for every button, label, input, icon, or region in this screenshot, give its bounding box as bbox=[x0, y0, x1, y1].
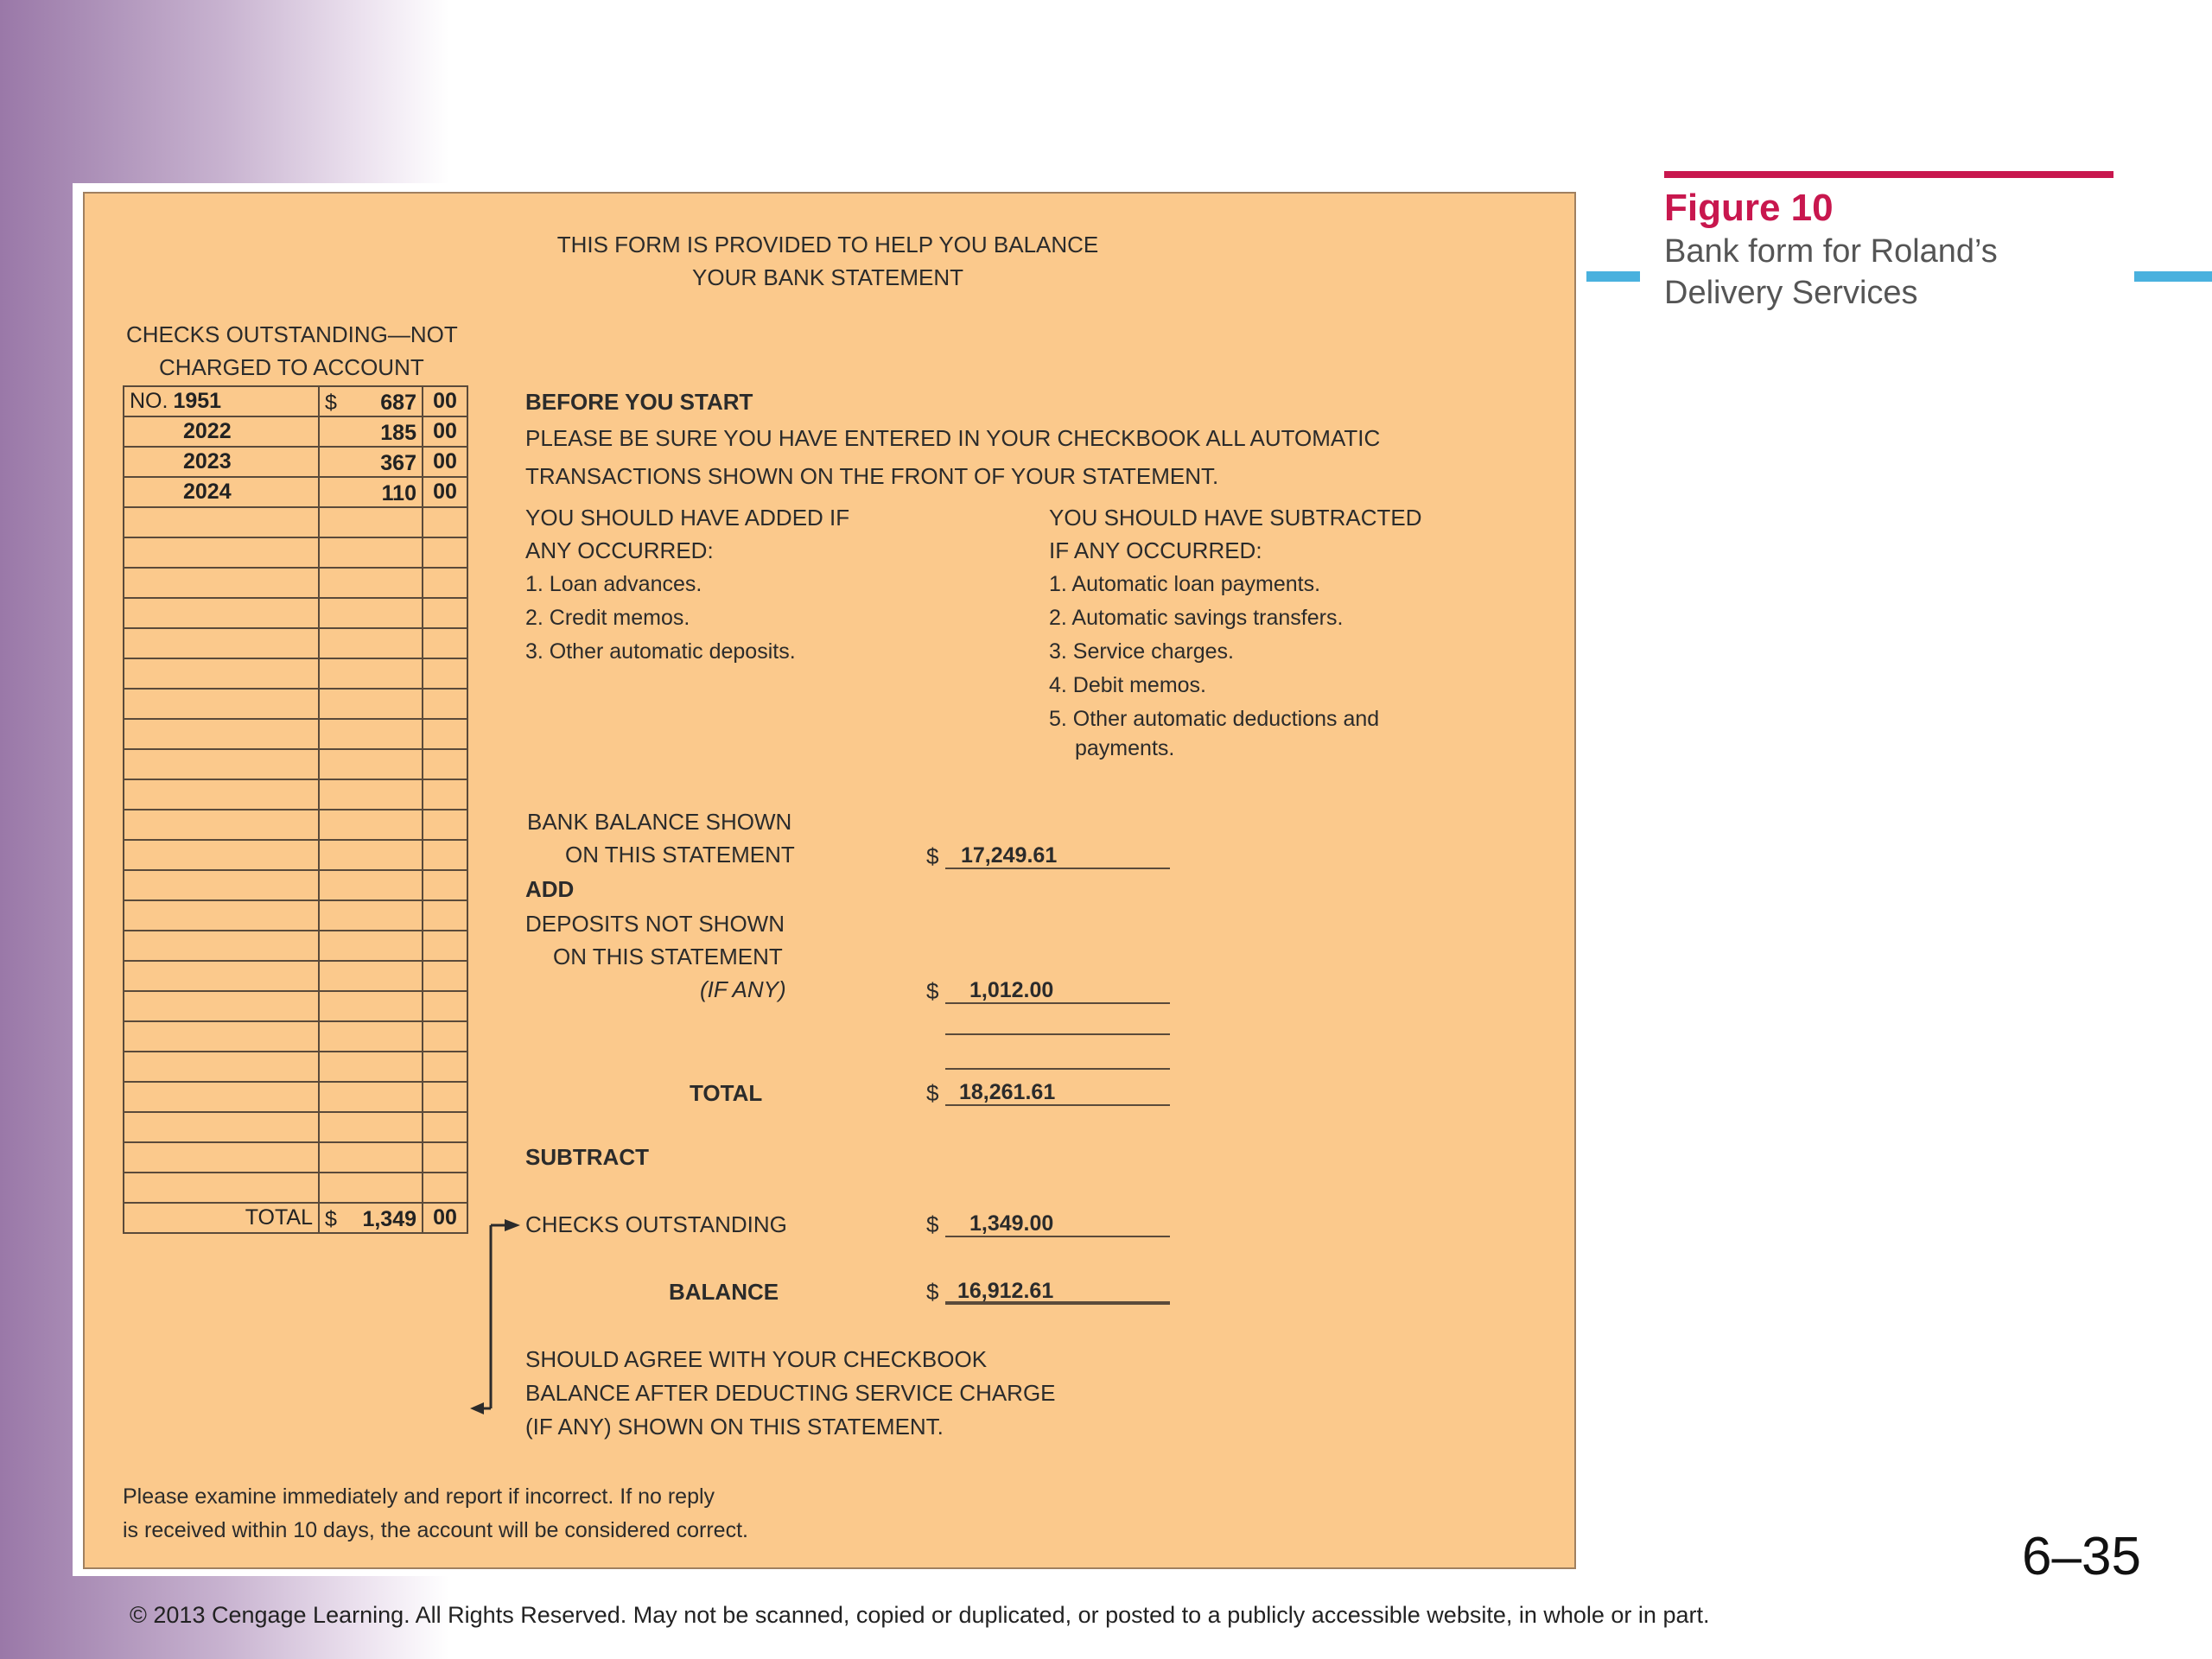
dollar-sign: $ bbox=[325, 1207, 337, 1231]
check-amount-cell bbox=[319, 507, 423, 537]
check-number-prefix: NO. bbox=[130, 389, 168, 413]
check-amount-cell bbox=[319, 689, 423, 719]
check-number-cell bbox=[124, 447, 319, 477]
check-amount-cell bbox=[319, 386, 423, 416]
agree-line1: SHOULD AGREE WITH YOUR CHECKBOOK bbox=[525, 1346, 988, 1372]
check-cents-cell bbox=[423, 840, 467, 870]
subtracted-item: 5. Other automatic deductions and bbox=[1049, 707, 1380, 731]
check-cents-cell bbox=[423, 507, 467, 537]
check-amount-cell bbox=[319, 658, 423, 689]
check-number-cell bbox=[124, 537, 319, 568]
check-cents-cell bbox=[423, 961, 467, 991]
check-total-cents: 00 bbox=[433, 1205, 457, 1230]
check-number-cell bbox=[124, 598, 319, 628]
form-header-line1: THIS FORM IS PROVIDED TO HELP YOU BALANCE bbox=[556, 232, 1099, 257]
check-number-cell bbox=[124, 749, 319, 779]
added-title-line1: YOU SHOULD HAVE ADDED IF bbox=[525, 505, 850, 531]
check-number-cell bbox=[124, 1112, 319, 1142]
check-number: 2022 bbox=[183, 419, 232, 443]
check-total-amount-cell bbox=[319, 1203, 423, 1233]
total-label: TOTAL bbox=[690, 1080, 763, 1106]
subtracted-item: 4. Debit memos. bbox=[1049, 673, 1207, 697]
checks-outstanding-title-line1: CHECKS OUTSTANDING—NOT bbox=[126, 321, 458, 347]
check-total-row bbox=[124, 1203, 467, 1233]
check-number: 2024 bbox=[183, 480, 232, 504]
check-row-empty bbox=[124, 598, 467, 628]
total-field bbox=[945, 1077, 1170, 1106]
check-number-cell bbox=[124, 628, 319, 658]
bank-balance-label-line2: ON THIS STATEMENT bbox=[565, 842, 795, 868]
subtracted-title-line1: YOU SHOULD HAVE SUBTRACTED bbox=[1049, 505, 1422, 531]
check-number-cell bbox=[124, 386, 319, 416]
check-row-empty bbox=[124, 689, 467, 719]
check-row-empty bbox=[124, 1082, 467, 1112]
check-number-cell bbox=[124, 416, 319, 447]
check-amount-cell bbox=[319, 719, 423, 749]
check-cents-cell bbox=[423, 991, 467, 1021]
checks-outstanding-value: 1,349.00 bbox=[969, 1211, 1054, 1236]
check-row bbox=[124, 477, 467, 507]
check-number-cell bbox=[124, 1052, 319, 1082]
check-row-empty bbox=[124, 719, 467, 749]
check-total-label: TOTAL bbox=[245, 1205, 313, 1230]
check-amount-cell bbox=[319, 961, 423, 991]
check-amount-cell bbox=[319, 477, 423, 507]
total-value: 18,261.61 bbox=[959, 1080, 1056, 1104]
checks-outstanding-field bbox=[945, 1208, 1170, 1237]
check-row-empty bbox=[124, 810, 467, 840]
deposits-label-line2: ON THIS STATEMENT bbox=[553, 944, 783, 969]
check-cents-cell bbox=[423, 870, 467, 900]
check-amount-cell bbox=[319, 779, 423, 810]
check-row-empty bbox=[124, 749, 467, 779]
deposits-value: 1,012.00 bbox=[969, 978, 1054, 1002]
blue-accent-bar-left bbox=[1586, 271, 1640, 282]
check-amount-cell bbox=[319, 1052, 423, 1082]
check-amount-cell bbox=[319, 568, 423, 598]
check-cents-cell bbox=[423, 658, 467, 689]
check-row-empty bbox=[124, 991, 467, 1021]
check-cents-cell bbox=[423, 628, 467, 658]
check-amount-cell bbox=[319, 810, 423, 840]
check-cents-cell bbox=[423, 900, 467, 931]
added-title-line2: ANY OCCURRED: bbox=[525, 537, 714, 563]
check-amount: 367 bbox=[380, 451, 416, 475]
deposits-label-line1: DEPOSITS NOT SHOWN bbox=[525, 911, 785, 937]
check-amount-cell bbox=[319, 1112, 423, 1142]
added-item: 1. Loan advances. bbox=[525, 572, 702, 596]
check-amount-cell bbox=[319, 900, 423, 931]
check-amount: 185 bbox=[380, 421, 416, 445]
subtracted-item: 3. Service charges. bbox=[1049, 639, 1234, 664]
blank-field-line bbox=[945, 1044, 1170, 1070]
check-amount: 110 bbox=[381, 481, 416, 505]
figure-caption-line1: Bank form for Roland’s bbox=[1664, 233, 1998, 270]
subtract-heading: SUBTRACT bbox=[525, 1144, 649, 1170]
check-cents-cell bbox=[423, 1173, 467, 1203]
check-total-cents-cell bbox=[423, 1203, 467, 1233]
check-row-empty bbox=[124, 658, 467, 689]
check-cents-cell bbox=[423, 719, 467, 749]
check-cents: 00 bbox=[433, 449, 457, 474]
check-cents-cell bbox=[423, 931, 467, 961]
blue-accent-bar-right bbox=[2134, 271, 2212, 282]
check-cents: 00 bbox=[433, 480, 457, 504]
checks-outstanding-title-line2: CHARGED TO ACCOUNT bbox=[159, 354, 424, 380]
check-cents-cell bbox=[423, 568, 467, 598]
check-cents-cell bbox=[423, 598, 467, 628]
check-amount-cell bbox=[319, 447, 423, 477]
check-cents-cell bbox=[423, 1082, 467, 1112]
check-number: 2023 bbox=[183, 449, 232, 474]
check-cents-cell bbox=[423, 477, 467, 507]
agree-line2: BALANCE AFTER DEDUCTING SERVICE CHARGE bbox=[525, 1380, 1056, 1406]
check-cents-cell bbox=[423, 447, 467, 477]
subtracted-item-continued: payments. bbox=[1075, 736, 1175, 760]
check-number-cell bbox=[124, 477, 319, 507]
check-number: 1951 bbox=[173, 389, 222, 413]
before-you-start-line1: PLEASE BE SURE YOU HAVE ENTERED IN YOUR CHECKBOOK ALL AUTOMATIC bbox=[525, 425, 1381, 451]
dollar-sign: $ bbox=[926, 1279, 939, 1305]
check-amount-cell bbox=[319, 870, 423, 900]
check-row-empty bbox=[124, 779, 467, 810]
checks-outstanding-label: CHECKS OUTSTANDING bbox=[525, 1211, 787, 1237]
copyright-notice: © 2013 Cengage Learning. All Rights Reserved. May not be scanned, copied or duplicated, or posted to a publicly accessible website, in whole or in part. bbox=[130, 1602, 1710, 1628]
deposits-label-line3: (IF ANY) bbox=[700, 976, 786, 1002]
dollar-sign: $ bbox=[926, 1211, 939, 1237]
check-cents-cell bbox=[423, 810, 467, 840]
check-amount: 687 bbox=[380, 391, 416, 415]
check-number-cell bbox=[124, 931, 319, 961]
check-cents-cell bbox=[423, 1052, 467, 1082]
check-row bbox=[124, 386, 467, 416]
bank-balance-value: 17,249.61 bbox=[961, 843, 1058, 868]
check-number-cell bbox=[124, 1082, 319, 1112]
check-total-amount: 1,349 bbox=[362, 1207, 416, 1231]
bank-reconciliation-form bbox=[83, 192, 1576, 1569]
check-row-empty bbox=[124, 1112, 467, 1142]
subtracted-item: 2. Automatic savings transfers. bbox=[1049, 606, 1344, 630]
dollar-sign: $ bbox=[926, 1080, 939, 1106]
check-amount-cell bbox=[319, 537, 423, 568]
figure-caption-line2: Delivery Services bbox=[1664, 275, 1918, 311]
figure-label: Figure 10 bbox=[1664, 187, 1834, 229]
check-row bbox=[124, 447, 467, 477]
check-row-empty bbox=[124, 1142, 467, 1173]
check-amount-cell bbox=[319, 1021, 423, 1052]
check-row-empty bbox=[124, 870, 467, 900]
check-amount-cell bbox=[319, 416, 423, 447]
footer-note-line1: Please examine immediately and report if incorrect. If no reply bbox=[123, 1484, 715, 1509]
check-cents-cell bbox=[423, 749, 467, 779]
footer-note-line2: is received within 10 days, the account will be considered correct. bbox=[123, 1518, 748, 1542]
check-row-empty bbox=[124, 628, 467, 658]
check-amount-cell bbox=[319, 749, 423, 779]
check-amount-cell bbox=[319, 628, 423, 658]
check-number-cell bbox=[124, 991, 319, 1021]
check-row-empty bbox=[124, 961, 467, 991]
check-number-cell bbox=[124, 870, 319, 900]
added-item: 3. Other automatic deposits. bbox=[525, 639, 796, 664]
bank-balance-field bbox=[945, 840, 1170, 869]
total-to-checks-outstanding-arrow bbox=[470, 1196, 525, 1455]
form-header-line2: YOUR BANK STATEMENT bbox=[692, 264, 963, 290]
check-number-cell bbox=[124, 1173, 319, 1203]
check-amount-cell bbox=[319, 1142, 423, 1173]
check-number-cell bbox=[124, 1021, 319, 1052]
balance-label: BALANCE bbox=[669, 1279, 779, 1305]
check-amount-cell bbox=[319, 840, 423, 870]
check-number-cell bbox=[124, 779, 319, 810]
check-cents: 00 bbox=[433, 389, 457, 413]
subtracted-title-line2: IF ANY OCCURRED: bbox=[1049, 537, 1262, 563]
balance-field bbox=[945, 1275, 1170, 1305]
check-row-empty bbox=[124, 537, 467, 568]
check-amount-cell bbox=[319, 1173, 423, 1203]
check-number-cell bbox=[124, 689, 319, 719]
check-row-empty bbox=[124, 1052, 467, 1082]
check-number-cell bbox=[124, 1142, 319, 1173]
check-row-empty bbox=[124, 900, 467, 931]
check-cents-cell bbox=[423, 779, 467, 810]
check-row bbox=[124, 416, 467, 447]
check-row-empty bbox=[124, 1173, 467, 1203]
bank-balance-label-line1: BANK BALANCE SHOWN bbox=[527, 809, 792, 835]
check-cents-cell bbox=[423, 1021, 467, 1052]
check-row-empty bbox=[124, 1021, 467, 1052]
dollar-sign: $ bbox=[926, 843, 939, 869]
before-you-start-heading: BEFORE YOU START bbox=[525, 389, 753, 415]
check-number-cell bbox=[124, 658, 319, 689]
dollar-sign: $ bbox=[325, 391, 337, 415]
before-you-start-line2: TRANSACTIONS SHOWN ON THE FRONT OF YOUR STATEMENT. bbox=[525, 463, 1219, 489]
check-number-cell bbox=[124, 568, 319, 598]
agree-line3: (IF ANY) SHOWN ON THIS STATEMENT. bbox=[525, 1414, 944, 1440]
check-cents-cell bbox=[423, 1142, 467, 1173]
slide-number: 6–35 bbox=[2022, 1527, 2141, 1586]
added-item: 2. Credit memos. bbox=[525, 606, 690, 630]
check-amount-cell bbox=[319, 991, 423, 1021]
check-cents-cell bbox=[423, 689, 467, 719]
check-cents-cell bbox=[423, 537, 467, 568]
deposits-field bbox=[945, 975, 1170, 1004]
check-number-cell bbox=[124, 840, 319, 870]
check-number-cell bbox=[124, 810, 319, 840]
check-total-label-cell bbox=[124, 1203, 319, 1233]
figure-accent-rule bbox=[1664, 171, 2113, 178]
check-cents-cell bbox=[423, 386, 467, 416]
check-cents: 00 bbox=[433, 419, 457, 443]
check-cents-cell bbox=[423, 1112, 467, 1142]
check-row-empty bbox=[124, 840, 467, 870]
dollar-sign: $ bbox=[926, 978, 939, 1004]
check-row-empty bbox=[124, 507, 467, 537]
check-amount-cell bbox=[319, 1082, 423, 1112]
check-amount-cell bbox=[319, 931, 423, 961]
checks-outstanding-table bbox=[123, 385, 468, 1234]
check-number-cell bbox=[124, 900, 319, 931]
blank-field-line bbox=[945, 1009, 1170, 1035]
check-number-cell bbox=[124, 719, 319, 749]
check-amount-cell bbox=[319, 598, 423, 628]
balance-value: 16,912.61 bbox=[957, 1279, 1054, 1303]
check-row-empty bbox=[124, 568, 467, 598]
check-cents-cell bbox=[423, 416, 467, 447]
check-row-empty bbox=[124, 931, 467, 961]
subtracted-item: 1. Automatic loan payments. bbox=[1049, 572, 1321, 596]
check-number-cell bbox=[124, 961, 319, 991]
check-number-cell bbox=[124, 507, 319, 537]
add-heading: ADD bbox=[525, 876, 575, 902]
